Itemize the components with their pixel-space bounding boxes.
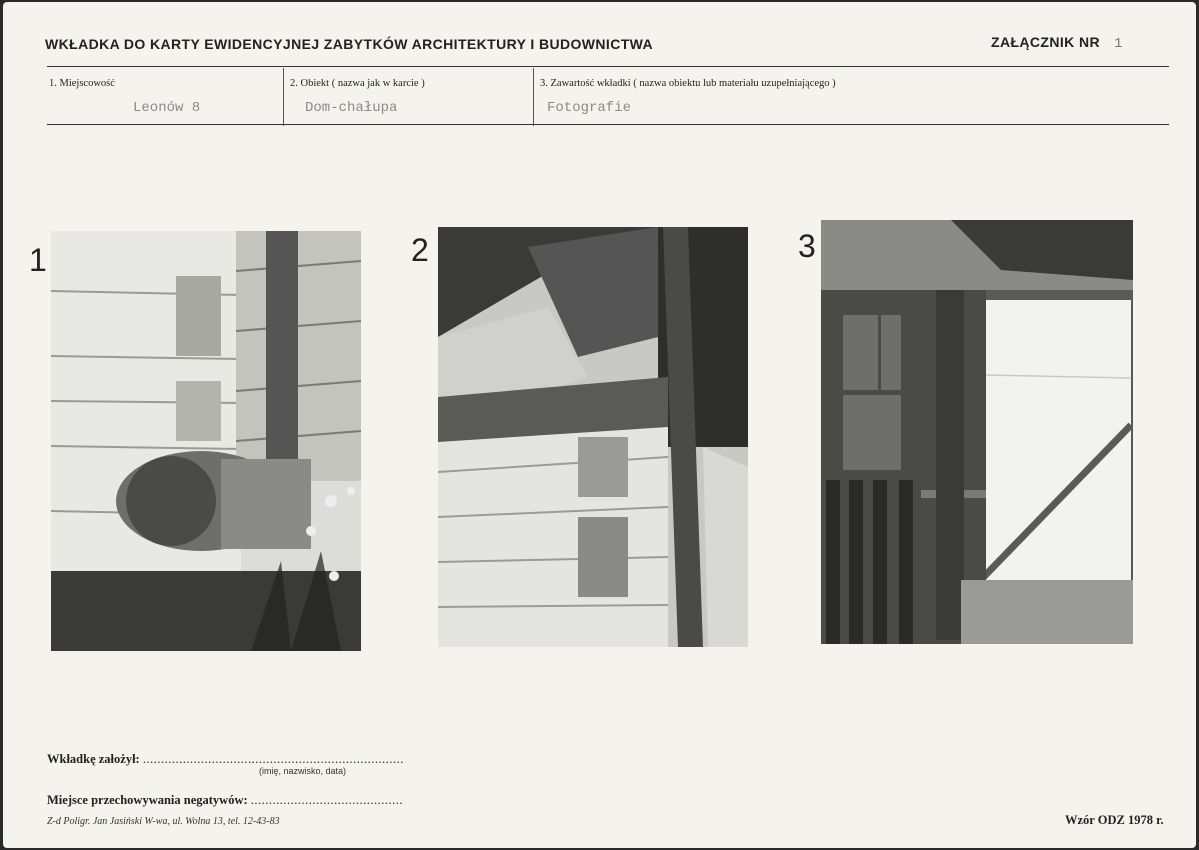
form-sheet — [3, 2, 1196, 848]
photo-number-1: 1 — [29, 242, 47, 278]
annex-number: 1 — [1114, 36, 1123, 52]
field-value-contents: Fotografie — [547, 100, 632, 116]
field-label-locality: 1. Miejscowość — [49, 78, 115, 89]
photo-1-image — [51, 231, 361, 651]
field-divider-2 — [533, 68, 534, 126]
photo-2 — [438, 227, 748, 647]
photo-3-image — [821, 220, 1133, 644]
created-by-label: Wkładkę założył: — [47, 752, 140, 766]
photo-2-image — [438, 227, 748, 647]
created-by-hint: (imię, nazwisko, data) — [259, 766, 347, 776]
header-bottom-rule — [47, 124, 1169, 125]
photo-number-3: 3 — [798, 228, 816, 264]
negatives-field[interactable]: .......................................... — [250, 793, 404, 807]
form-title: WKŁADKA DO KARTY EWIDENCYJNEJ ZABYTKÓW ARCHITEKTURY I BUDOWNICTWA — [45, 36, 654, 52]
field-value-object: Dom-chałupa — [305, 100, 398, 116]
field-label-contents: 3. Zawartość wkładki ( nazwa obiektu lub materiału uzupełniającego ) — [540, 78, 836, 89]
photo-1 — [51, 231, 361, 651]
photo-3 — [821, 220, 1133, 644]
negatives-label: Miejsce przechowywania negatywów: — [47, 793, 248, 807]
field-value-locality: Leonów 8 — [133, 100, 201, 116]
printer-imprint: Z-d Poligr. Jan Jasiński W-wa, ul. Wolna 13, tel. 12-43-83 — [47, 816, 280, 827]
annex-label — [991, 34, 1123, 52]
negatives-row — [47, 793, 403, 808]
photo-number-2: 2 — [411, 232, 429, 268]
header-top-rule — [47, 66, 1169, 67]
form-model: Wzór ODZ 1978 r. — [1065, 813, 1164, 827]
created-by-field[interactable]: ........................................................................ — [142, 752, 404, 766]
field-divider-1 — [283, 68, 284, 126]
field-label-object: 2. Obiekt ( nazwa jak w karcie ) — [290, 78, 425, 89]
created-by-row — [47, 752, 404, 767]
annex-label-text: ZAŁĄCZNIK NR — [991, 34, 1101, 50]
